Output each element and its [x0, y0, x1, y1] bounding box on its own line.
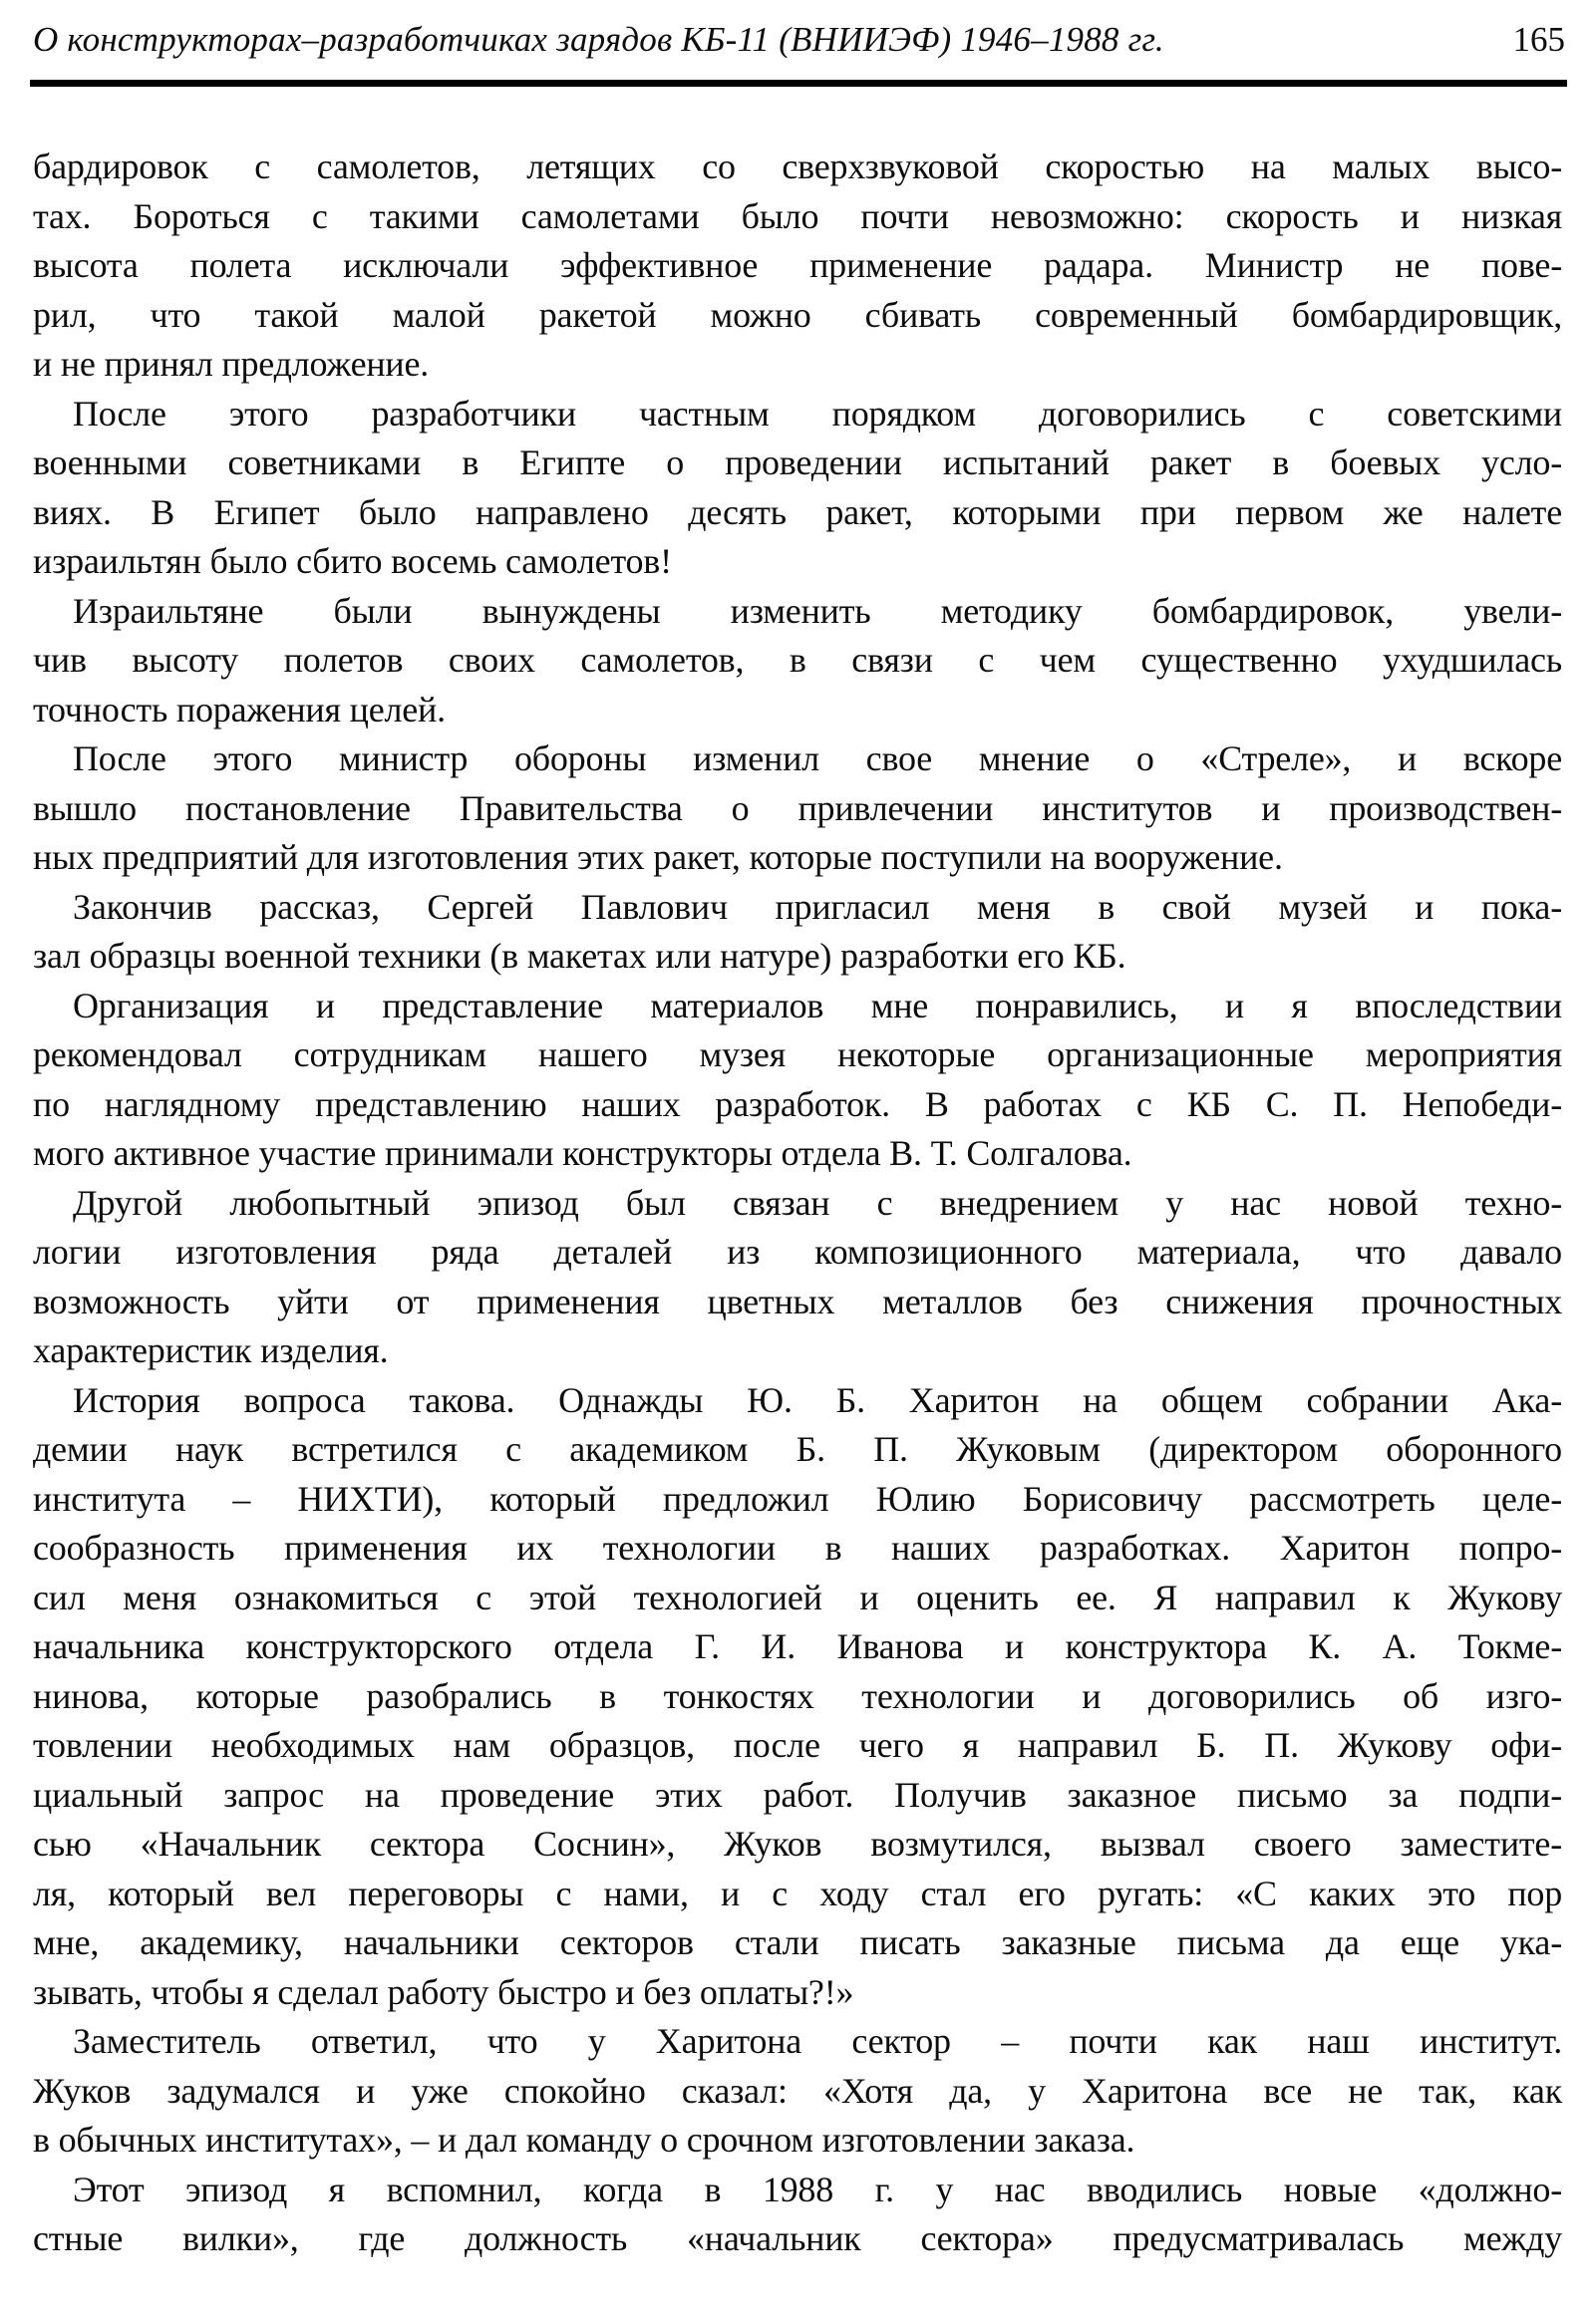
text-line: бардировок с самолетов, летящих со сверхзвуковой скоростью на малых высо-: [33, 146, 1562, 186]
text-line: Другой любопытный эпизод был связан с внедрением у нас новой техно-: [73, 1182, 1562, 1223]
text-line: логии изготовления ряда деталей из композиционного материала, что давало: [33, 1232, 1562, 1272]
text-line: Закончив рассказ, Сергей Павлович пригласил меня в свой музей и пока-: [73, 886, 1562, 927]
text-line: и не принял предложение.: [33, 344, 430, 384]
text-line: ных предприятий для изготовления этих ракет, которые поступили на вооружение.: [33, 837, 1283, 877]
text-line: Израильтяне были вынуждены изменить методику бомбардировок, увели-: [73, 590, 1562, 631]
text-line: ля, который вел переговоры с нами, и с ходу стал его ругать: «С каких это пор: [33, 1873, 1562, 1913]
running-header: [33, 20, 1565, 60]
text-line: виях. В Египет было направлено десять ракет, которыми при первом же налете: [33, 491, 1562, 532]
text-line: израильтян было сбито восемь самолетов!: [33, 541, 672, 581]
text-line: мого активное участие принимали конструкторы отдела В. Т. Солгалова.: [33, 1133, 1132, 1173]
text-line: военными советниками в Египте о проведении испытаний ракет в боевых усло-: [33, 442, 1562, 482]
text-line: История вопроса такова. Однажды Ю. Б. Харитон на общем собрании Ака-: [73, 1379, 1562, 1420]
text-line: по наглядному представлению наших разработок. В работах с КБ С. П. Непобеди-: [33, 1083, 1562, 1124]
text-line: характеристик изделия.: [33, 1330, 389, 1370]
header-title: О конструкторах–разработчиках зарядов КБ-11 (ВНИИЭФ) 1946–1988 гг.: [33, 20, 1164, 59]
text-line: демии наук встретился с академиком Б. П. Жуковым (директором оборонного: [33, 1429, 1562, 1469]
text-line: мне, академику, начальники секторов стали писать заказные письма да еще ука-: [33, 1922, 1562, 1962]
text-line: вышло постановление Правительства о привлечении институтов и производствен-: [33, 787, 1562, 828]
text-line: нинова, которые разобрались в тонкостях технологии и договорились об изго-: [33, 1675, 1562, 1716]
text-line: рил, что такой малой ракетой можно сбивать современный бомбардировщик,: [33, 294, 1562, 335]
text-line: возможность уйти от применения цветных металлов без снижения прочностных: [33, 1281, 1562, 1321]
text-line: точность поражения целей.: [33, 689, 446, 729]
text-line: После этого министр обороны изменил свое мнение о «Стреле», и вскоре: [73, 738, 1562, 778]
text-line: сил меня ознакомиться с этой технологией и оценить ее. Я направил к Жукову: [33, 1577, 1562, 1617]
text-line: сью «Начальник сектора Соснин», Жуков возмутился, вызвал своего заместите-: [33, 1824, 1562, 1864]
page-body: [33, 143, 1562, 2264]
text-line: циальный запрос на проведение этих работ. Получив заказное письмо за подпи-: [33, 1774, 1562, 1815]
text-line: зывать, чтобы я сделал работу быстро и без оплаты?!»: [33, 1971, 854, 2012]
header-rule: [30, 80, 1567, 87]
text-line: чив высоту полетов своих самолетов, в связи с чем существенно ухудшилась: [33, 640, 1562, 680]
text-line: зал образцы военной техники (в макетах или натуре) разработки его КБ.: [33, 936, 1126, 976]
text-line: начальника конструкторского отдела Г. И. Иванова и конструктора К. А. Токме-: [33, 1626, 1562, 1666]
text-line: Организация и представление материалов мне понравились, и я впоследствии: [73, 985, 1562, 1025]
text-line: После этого разработчики частным порядком договорились с советскими: [73, 393, 1562, 434]
text-line: сообразность применения их технологии в наших разработках. Харитон попро-: [33, 1528, 1562, 1568]
text-line: высота полета исключали эффективное применение радара. Министр не пове-: [33, 245, 1562, 285]
text-line: Жуков задумался и уже спокойно сказал: «Хотя да, у Харитона все не так, как: [33, 2070, 1562, 2111]
text-line: стные вилки», где должность «начальник сектора» предусматривалась между: [33, 2218, 1562, 2258]
text-line: товлении необходимых нам образцов, после чего я направил Б. П. Жукову офи-: [33, 1725, 1562, 1765]
text-line: Заместитель ответил, что у Харитона сектор – почти как наш институт.: [73, 2021, 1562, 2061]
text-line: в обычных институтах», – и дал команду о срочном изготовлении заказа.: [33, 2120, 1135, 2160]
text-line: тах. Бороться с такими самолетами было почти невозможно: скорость и низкая: [33, 195, 1562, 236]
text-line: рекомендовал сотрудникам нашего музея некоторые организационные мероприятия: [33, 1034, 1562, 1074]
text-line: Этот эпизод я вспомнил, когда в 1988 г. у нас вводились новые «должно-: [73, 2169, 1562, 2209]
text-line: института – НИХТИ), который предложил Юлию Борисовичу рассмотреть целе-: [33, 1478, 1562, 1519]
page-number: 165: [1512, 20, 1565, 59]
